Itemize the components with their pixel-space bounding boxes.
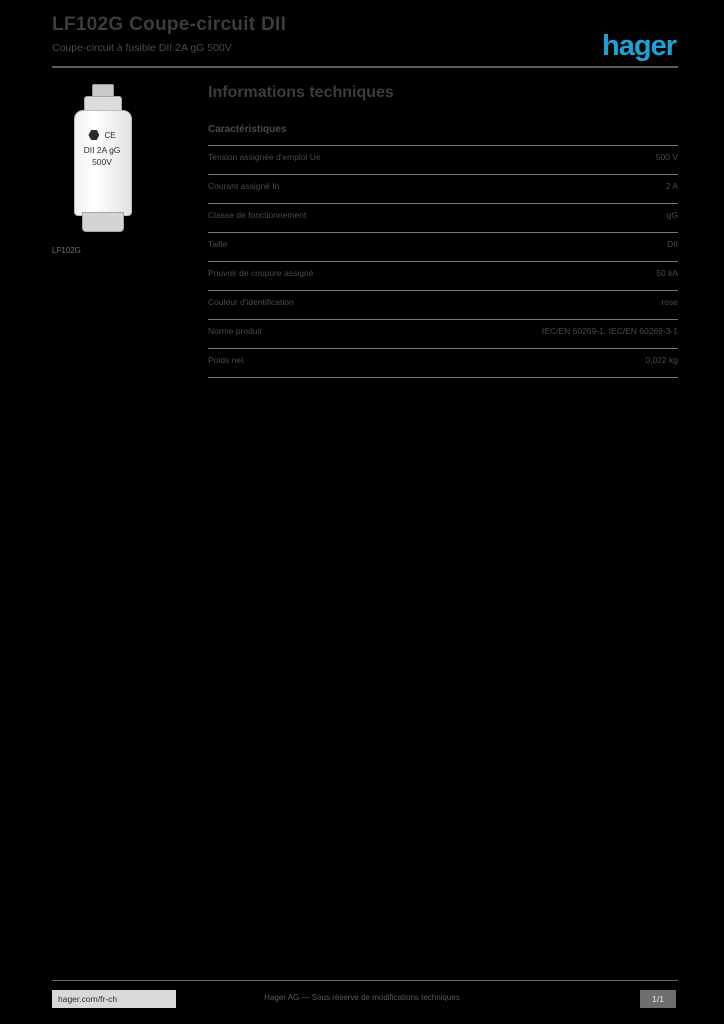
fuse-marks [78, 130, 126, 140]
spec-label: Poids net [208, 355, 244, 365]
section-title: Informations techniques [208, 84, 394, 101]
footer-note: Hager AG — Sous réserve de modifications techniques [264, 993, 460, 1002]
spec-value: gG [666, 210, 678, 220]
table-row [208, 291, 678, 320]
fuse-marking-line2: 500V [92, 157, 112, 168]
footer-divider [52, 980, 678, 981]
page-header [52, 14, 676, 66]
footer-website-link[interactable]: hager.com/fr-ch [52, 990, 176, 1008]
product-image-column [52, 84, 182, 255]
ce-mark-icon: CE [104, 130, 116, 140]
spec-value: 2 A [665, 181, 678, 191]
hex-mark-icon [88, 130, 99, 140]
product-subtitle: Coupe-circuit à fusible DII 2A gG 500V [52, 42, 232, 54]
spec-value: IEC/EN 60269-1, IEC/EN 60269-3-1 [541, 326, 678, 336]
specs-table [208, 145, 678, 378]
footer-page-number: 1/1 [640, 990, 676, 1008]
spec-value: 50 kA [656, 268, 678, 278]
table-row [208, 146, 678, 175]
fuse-marking [78, 144, 126, 169]
table-row [208, 233, 678, 262]
table-row [208, 175, 678, 204]
table-row [208, 349, 678, 378]
header-divider [52, 66, 678, 68]
spec-value: 500 V [655, 152, 678, 162]
table-row [208, 204, 678, 233]
product-image-caption: LF102G [52, 246, 81, 255]
spec-label: Tension assignée d'emploi Ue [208, 152, 321, 162]
spec-label: Classe de fonctionnement [208, 210, 307, 220]
spec-value: DII [667, 239, 678, 249]
fuse-illustration [72, 84, 132, 236]
spec-label: Norme produit [208, 326, 262, 336]
spec-value: rose [661, 297, 678, 307]
subsection-title: Caractéristiques [208, 124, 287, 135]
spec-value: 0,022 kg [645, 355, 678, 365]
spec-label: Pouvoir de coupure assigné [208, 268, 314, 278]
spec-label: Couleur d'identification [208, 297, 294, 307]
table-row [208, 320, 678, 349]
table-row [208, 262, 678, 291]
spec-label: Taille [208, 239, 228, 249]
product-code: LF102G Coupe-circuit DII [52, 14, 287, 35]
fuse-base [82, 212, 124, 232]
hager-logo: hager [602, 30, 676, 62]
technical-information [208, 84, 678, 378]
fuse-marking-line1: DII 2A gG [83, 145, 121, 155]
spec-label: Courant assigné In [208, 181, 280, 191]
